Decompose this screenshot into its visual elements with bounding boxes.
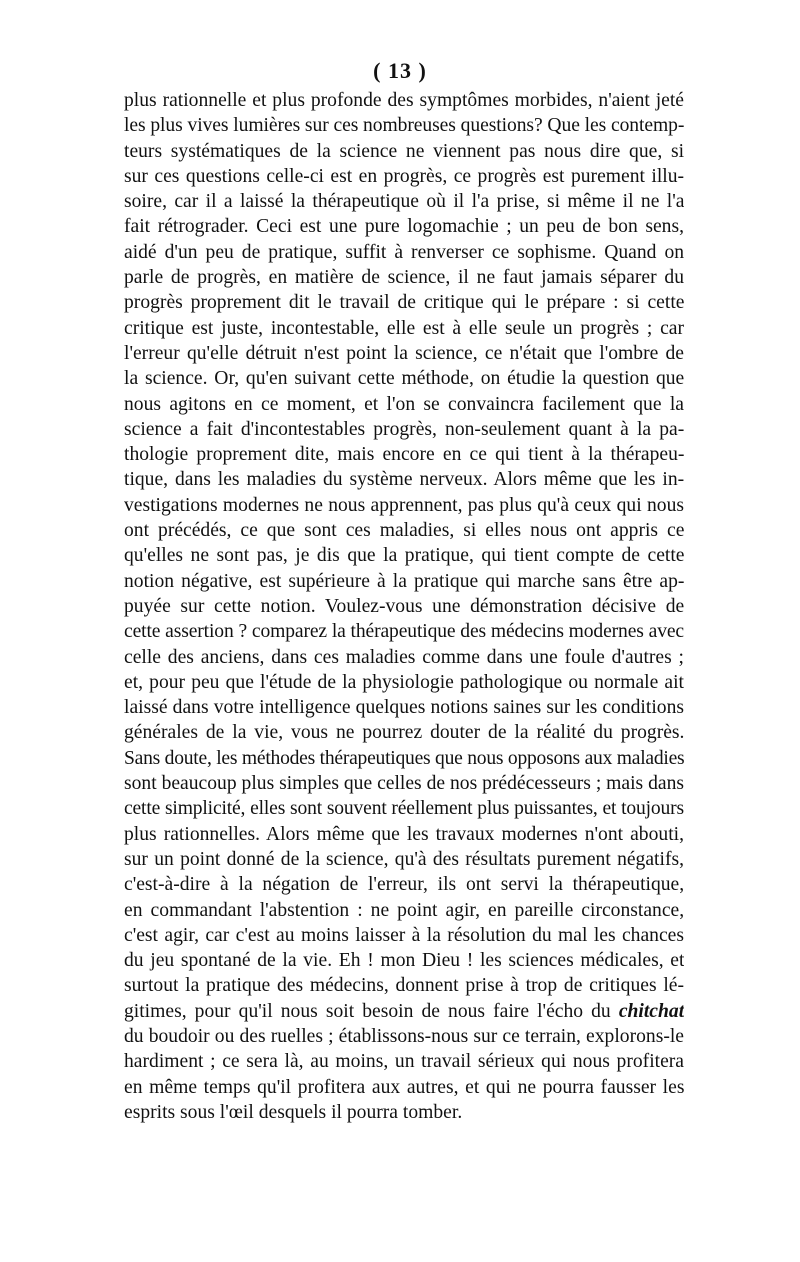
body-text bbox=[124, 88, 684, 1125]
text-line-6: fait rétrograder. Ceci est une pure logomachie ; un peu de bon sens, bbox=[124, 216, 684, 238]
text-line-23: celle des anciens, dans ces maladies comme dans une foule d'autres ; bbox=[124, 646, 684, 668]
text-line-15: thologie proprement dite, mais encore en ce qui tient à la thérapeu- bbox=[124, 444, 684, 466]
text-line-31: sur un point donné de la science, qu'à des résultats purement négatifs, bbox=[124, 848, 684, 870]
text-line-26: générales de la vie, vous ne pourrez douter de la réalité du progrès. bbox=[124, 722, 684, 744]
text-line-38: du boudoir ou des ruelles ; établissons-nous sur ce terrain, explorons-le bbox=[124, 1025, 684, 1047]
text-line-2: les plus vives lumières sur ces nombreuses questions? Que les contemp- bbox=[124, 115, 684, 137]
text-line-41: esprits sous l'œil desquels il pourra tomber. bbox=[124, 1101, 463, 1123]
text-line-5: soire, car il a laissé la thérapeutique où il l'a prise, si même il ne l'a bbox=[124, 191, 684, 213]
text-line-16: tique, dans les maladies du système nerveux. Alors même que les in- bbox=[124, 469, 684, 491]
text-line-36: surtout la pratique des médecins, donnent prise à trop de critiques lé- bbox=[124, 975, 684, 997]
page-number: ( 13 ) bbox=[373, 58, 427, 83]
text-line-13: nous agitons en ce moment, et l'on se convaincra facilement que la bbox=[124, 393, 684, 415]
text-line-37-text: gitimes, pour qu'il nous soit besoin de nous faire l'écho du bbox=[124, 1000, 611, 1022]
text-line-7: aidé d'un peu de pratique, suffit à renverser ce sophisme. Quand on bbox=[124, 241, 684, 263]
text-line-21: puyée sur cette notion. Voulez-vous une démonstration décisive de bbox=[124, 595, 684, 617]
text-line-1: plus rationnelle et plus profonde des symptômes morbides, n'aient jeté bbox=[124, 90, 684, 111]
text-line-9: progrès proprement dit le travail de critique qui le prépare : si cette bbox=[124, 292, 684, 314]
text-line-34: c'est agir, car c'est au moins laisser à la résolution du mal les chances bbox=[124, 924, 684, 946]
text-line-35: du jeu spontané de la vie. Eh ! mon Dieu ! les sciences médicales, et bbox=[124, 950, 684, 972]
italic-word-chitchat: chitchat bbox=[618, 1000, 684, 1022]
text-line-4: sur ces questions celle-ci est en progrès, ce progrès est purement illu- bbox=[124, 165, 684, 187]
text-line-30: plus rationnelles. Alors même que les travaux modernes n'ont abouti, bbox=[124, 823, 684, 845]
text-line-40: en même temps qu'il profitera aux autres, et qui ne pourra fausser les bbox=[124, 1076, 684, 1098]
text-line-25: laissé dans votre intelligence quelques notions saines sur les conditions bbox=[124, 697, 684, 719]
text-line-39: hardiment ; ce sera là, au moins, un travail sérieux qui nous profitera bbox=[124, 1051, 684, 1073]
text-line-8: parle de progrès, en matière de science, il ne faut jamais séparer du bbox=[124, 267, 684, 289]
text-line-28: sont beaucoup plus simples que celles de nos prédécesseurs ; mais dans bbox=[124, 773, 684, 795]
text-line-11: l'erreur qu'elle détruit n'est point la science, ce n'était que l'ombre de bbox=[124, 342, 684, 364]
text-line-10: critique est juste, incontestable, elle est à elle seule un progrès ; car bbox=[124, 317, 684, 339]
text-line-12: la science. Or, qu'en suivant cette méthode, on étudie la question que bbox=[124, 368, 684, 390]
text-line-22: cette assertion ? comparez la thérapeutique des médecins modernes avec bbox=[124, 621, 684, 643]
text-line-27: Sans doute, les méthodes thérapeutiques que nous opposons aux maladies bbox=[124, 747, 684, 769]
text-line-20: notion négative, est supérieure à la pratique qui marche sans être ap- bbox=[124, 570, 684, 592]
text-line-19: qu'elles ne sont pas, je dis que la pratique, qui tient compte de cette bbox=[124, 545, 684, 567]
text-line-17: vestigations modernes ne nous apprennent, pas plus qu'à ceux qui nous bbox=[124, 494, 684, 516]
text-line-3: teurs systématiques de la science ne viennent pas nous dire que, si bbox=[124, 140, 684, 162]
text-line-32: c'est-à-dire à la négation de l'erreur, ils ont servi la thérapeutique, bbox=[124, 874, 684, 896]
text-line-33: en commandant l'abstention : ne point agir, en pareille circonstance, bbox=[124, 899, 684, 921]
text-line-24: et, pour peu que l'étude de la physiologie pathologique ou normale ait bbox=[124, 671, 684, 693]
text-line-37 bbox=[124, 999, 684, 1024]
text-line-29: cette simplicité, elles sont souvent réellement plus puissantes, et toujours bbox=[124, 798, 684, 820]
text-line-14: science a fait d'incontestables progrès, non-seulement quant à la pa- bbox=[124, 418, 684, 440]
text-line-18: ont précédés, ce que sont ces maladies, si elles nous ont appris ce bbox=[124, 520, 684, 542]
